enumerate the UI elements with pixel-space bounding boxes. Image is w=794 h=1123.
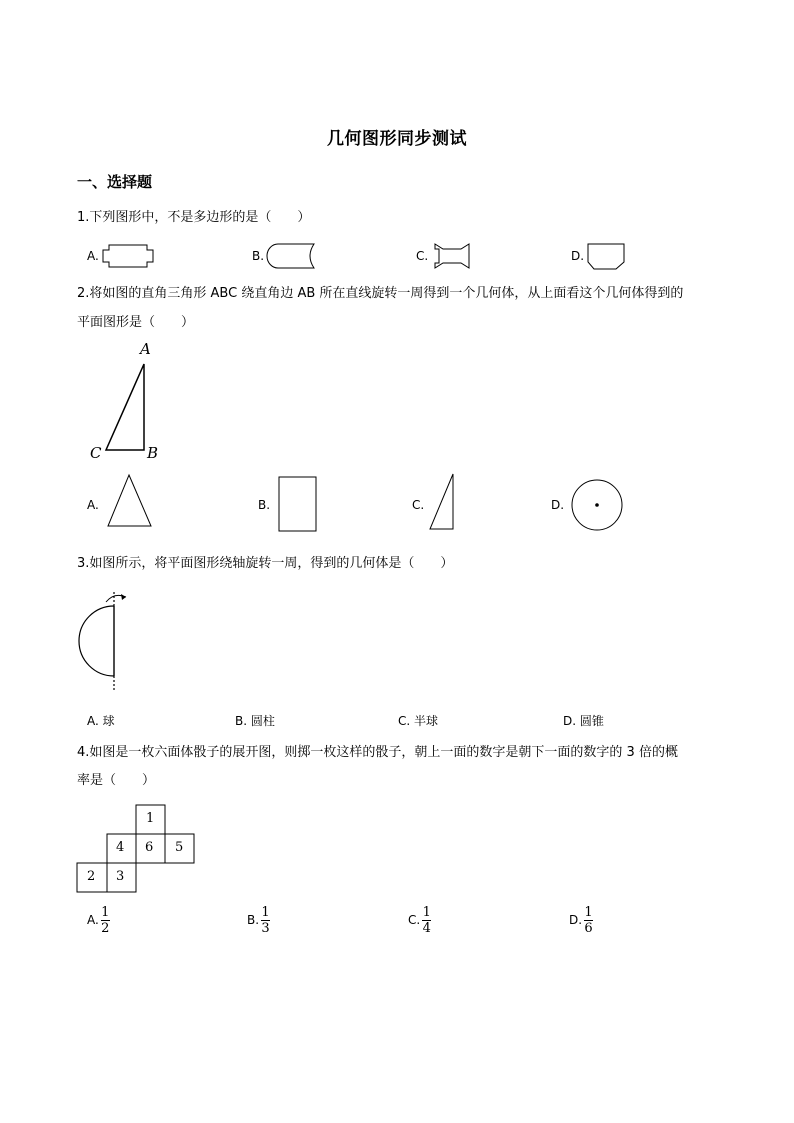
q3-option-a: A. 球	[87, 714, 115, 728]
question-3-stem: 3.如图所示，将平面图形绕轴旋转一周，得到的几何体是（ ）	[77, 556, 454, 571]
q4-option-b-letter: B.	[247, 913, 260, 927]
q1-option-c-label: C.	[416, 249, 429, 263]
numerator: 1	[101, 905, 110, 920]
q1-option-b-label: B.	[252, 249, 265, 263]
q2-vertex-c-label: C	[90, 444, 102, 462]
question-4-stem-line-2: 率是（ ）	[77, 773, 156, 788]
dice-face-1: 1	[146, 811, 155, 826]
q1-option-a-figure	[101, 244, 155, 268]
section-heading: 一、选择题	[77, 173, 153, 191]
q2-option-d-label: D.	[551, 498, 565, 512]
q4-option-c	[408, 906, 431, 935]
q2-vertex-b-label: B	[147, 444, 159, 462]
denominator: 6	[584, 921, 593, 936]
denominator: 2	[101, 921, 110, 936]
q4-option-c-fraction	[422, 906, 431, 935]
q4-option-a-letter: A.	[87, 913, 99, 927]
q1-option-d-figure	[586, 243, 628, 271]
q4-option-b	[247, 906, 270, 935]
q3-option-d: D. 圆锥	[563, 714, 604, 728]
dice-face-4: 4	[116, 840, 125, 855]
numerator: 1	[584, 905, 593, 920]
q4-option-a	[87, 906, 110, 935]
q2-option-b-label: B.	[258, 498, 271, 512]
q4-option-d-fraction	[584, 906, 593, 935]
q1-option-b-figure	[266, 243, 322, 269]
q2-option-b-figure	[278, 476, 318, 532]
question-1-stem: 1.下列图形中，不是多边形的是（ ）	[77, 210, 311, 225]
question-2-stem-line-1: 2.将如图的直角三角形 ABC 绕直角边 AB 所在直线旋转一周得到一个几何体，从上面看这个几何体得到的	[77, 286, 684, 301]
denominator: 3	[261, 921, 270, 936]
dice-face-5: 5	[175, 840, 184, 855]
q4-option-b-fraction	[261, 906, 270, 935]
page-title: 几何图形同步测试	[327, 129, 467, 149]
question-4-stem-line-1: 4.如图是一枚六面体骰子的展开图，则掷一枚这样的骰子，朝上一面的数字是朝下一面的数字的 3 倍的概	[77, 745, 678, 760]
q4-option-d	[569, 906, 593, 935]
q3-option-b: B. 圆柱	[235, 714, 275, 728]
q3-semicircle-axis-figure	[76, 588, 136, 694]
q1-option-a-label: A.	[87, 249, 99, 263]
denominator: 4	[422, 921, 431, 936]
q1-option-d-label: D.	[571, 249, 585, 263]
question-2-stem-line-2: 平面图形是（ ）	[77, 315, 195, 330]
q1-option-c-figure	[431, 243, 473, 269]
dice-face-2: 2	[87, 869, 96, 884]
q4-option-a-fraction	[101, 906, 110, 935]
dice-face-6: 6	[145, 840, 154, 855]
q2-option-d-figure	[569, 479, 625, 535]
q2-option-c-label: C.	[412, 498, 425, 512]
q4-option-c-letter: C.	[408, 913, 421, 927]
q3-option-c: C. 半球	[398, 714, 439, 728]
dice-face-3: 3	[116, 869, 125, 884]
q2-option-a-figure	[106, 472, 154, 530]
numerator: 1	[261, 905, 270, 920]
q2-vertex-a-label: A	[140, 340, 151, 358]
q2-option-c-figure	[426, 472, 456, 532]
q4-option-d-letter: D.	[569, 913, 583, 927]
numerator: 1	[422, 905, 431, 920]
q2-option-a-label: A.	[87, 498, 99, 512]
